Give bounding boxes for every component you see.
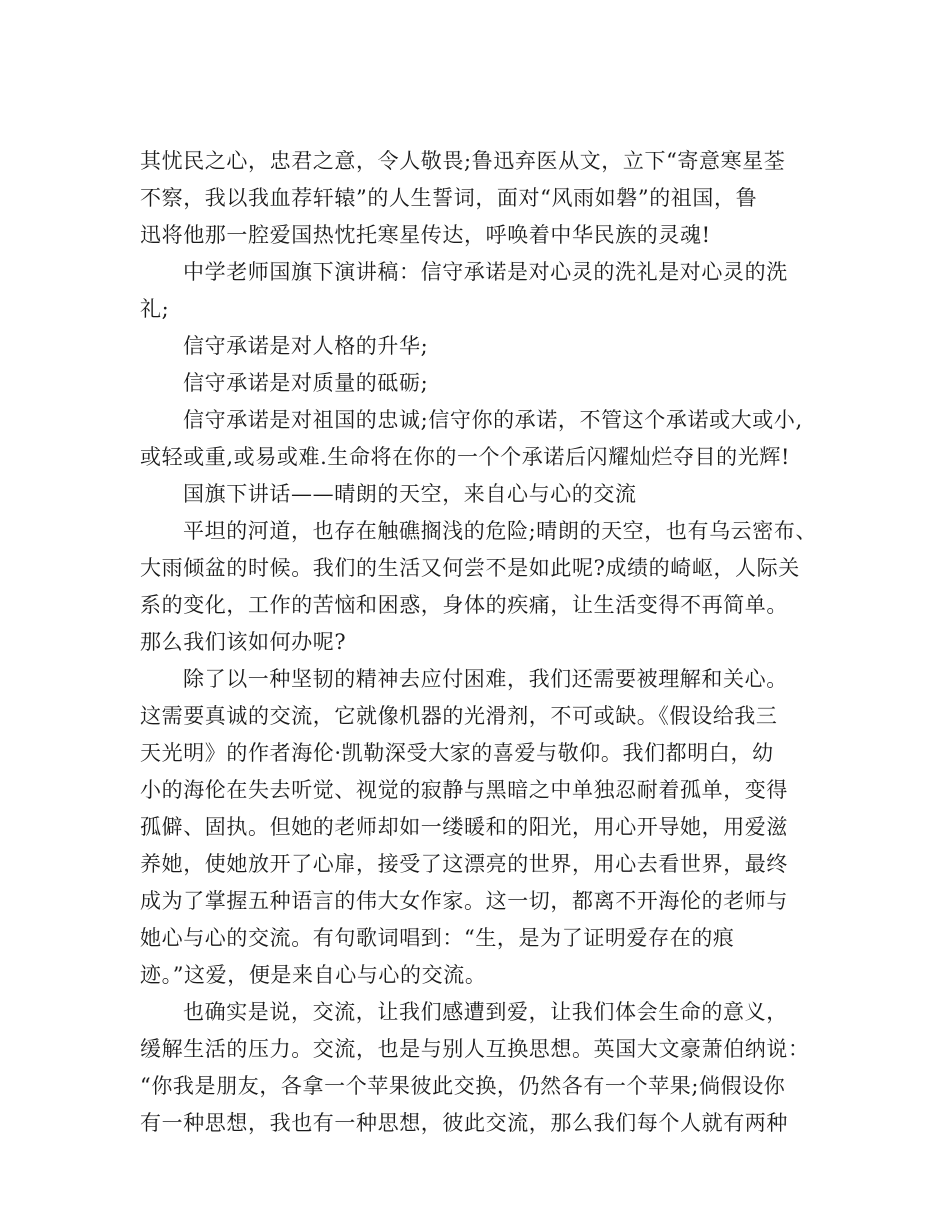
text-line: 迅将他那一腔爱国热忱托寒星传达，呼唤着中华民族的灵魂! (140, 223, 711, 247)
text-line: 她心与心的交流。有句歌词唱到：“生，是为了证明爱存在的痕 (140, 926, 735, 950)
text-line: 其忧民之心，忠君之意，令人敬畏;鲁迅弃医从文，立下“寄意寒星荃 (140, 149, 786, 173)
text-line: 礼; (140, 297, 170, 321)
text-line: 成为了掌握五种语言的伟大女作家。这一切，都离不开海伦的老师与 (140, 889, 788, 913)
text-line: 这需要真诚的交流，它就像机器的光滑剂，不可或缺。《假设给我三 (140, 704, 778, 728)
text-line: 天光明》的作者海伦·凯勒深受大家的喜爱与敬仰。我们都明白，幼 (140, 741, 774, 765)
text-line: 不察，我以我血荐轩辕”的人生誓词，面对“风雨如磐”的祖国，鲁 (140, 186, 758, 210)
text-line: 养她，使她放开了心扉，接受了这漂亮的世界，用心去看世界，最终 (140, 852, 788, 876)
text-line: 有一种思想，我也有一种思想，彼此交流，那么我们每个人就有两种 (140, 1111, 788, 1135)
text-line: “你我是朋友，各拿一个苹果彼此交换，仍然各有一个苹果;倘假设你 (140, 1074, 786, 1098)
text-line: 大雨倾盆的时候。我们的生活又何尝不是如此呢?成绩的崎岖，人际关 (140, 556, 800, 580)
text-line: 中学老师国旗下演讲稿：信守承诺是对心灵的洗礼是对心灵的洗 (183, 260, 788, 284)
text-line: 也确实是说，交流，让我们感遭到爱，让我们体会生命的意义， (183, 1000, 788, 1024)
text-line: 国旗下讲话——晴朗的天空，来自心与心的交流 (183, 482, 637, 506)
text-line: 信守承诺是对祖国的忠诚;信守你的承诺，不管这个承诺或大或小, (183, 408, 803, 432)
text-line: 信守承诺是对人格的升华; (183, 334, 429, 358)
text-line: 除了以一种坚韧的精神去应付困难，我们还需要被理解和关心。 (183, 667, 788, 691)
text-line: 缓解生活的压力。交流，也是与别人互换思想。英国大文豪萧伯纳说： (140, 1037, 810, 1061)
text-line: 或轻或重,或易或难.生命将在你的一个个承诺后闪耀灿烂夺目的光辉! (140, 445, 790, 469)
text-line: 迹。”这爱，便是来自心与心的交流。 (140, 963, 487, 987)
text-line: 平坦的河道，也存在触礁搁浅的危险;晴朗的天空，也有乌云密布、 (183, 519, 818, 543)
text-line: 系的变化，工作的苦恼和困惑，身体的疾痛，让生活变得不再简单。 (140, 593, 788, 617)
text-line: 小的海伦在失去听觉、视觉的寂静与黑暗之中单独忍耐着孤单，变得 (140, 778, 788, 802)
text-line: 孤僻、固执。但她的老师却如一缕暖和的阳光，用心开导她，用爱滋 (140, 815, 788, 839)
text-line: 信守承诺是对质量的砥砺; (183, 371, 429, 395)
text-line: 那么我们该如何办呢? (140, 630, 347, 654)
